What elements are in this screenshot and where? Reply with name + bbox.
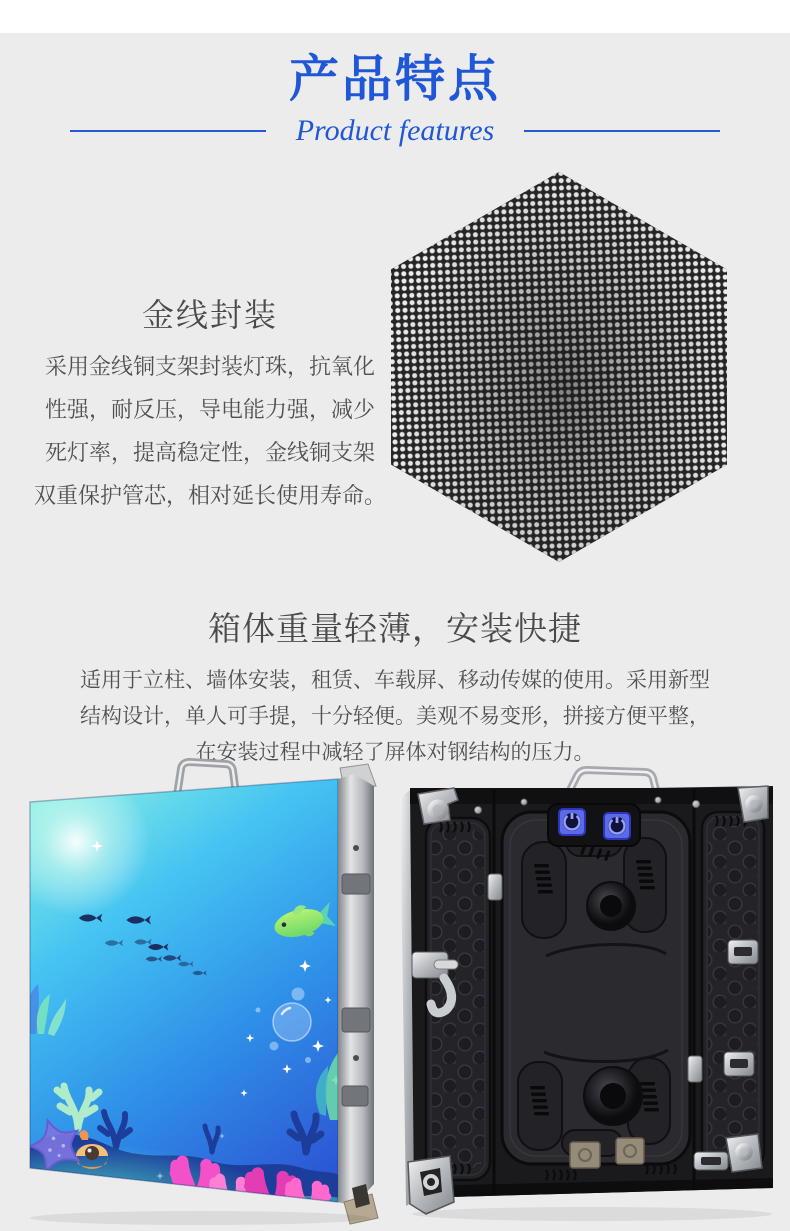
latch-right-upper xyxy=(728,940,758,964)
feature-gold-wire-section xyxy=(26,296,394,517)
feature2-text-line: 在安装过程中减轻了屏体对钢结构的压力。 xyxy=(195,741,595,764)
feature-cabinet-section xyxy=(0,610,790,771)
sun-glow xyxy=(2,768,150,916)
corner-bracket-bottom-left xyxy=(408,1156,454,1214)
center-plate xyxy=(502,812,690,1164)
page-subtitle: Product features xyxy=(295,114,495,147)
subtitle-row xyxy=(0,114,790,148)
powercon-socket xyxy=(604,813,630,839)
latch-right-lower xyxy=(724,1052,754,1076)
latch-bottom-right xyxy=(694,1152,728,1170)
corner-bracket-top-right xyxy=(738,786,768,822)
seam-clip-lower xyxy=(688,1056,702,1082)
feature2-text-line: 适用于立柱、墙体安装，租赁、车载屏、移动传媒的使用。采用新型 xyxy=(80,669,710,692)
shadow xyxy=(30,1211,370,1225)
feature1-heading: 金线封装 xyxy=(141,297,278,333)
shadow xyxy=(412,1207,772,1221)
powercon-socket xyxy=(559,809,585,835)
feature1-text-line: 双重保护管芯，相对延长使用寿命。 xyxy=(33,483,386,508)
right-dimple-column xyxy=(702,812,764,1168)
led-panel-front-image xyxy=(0,756,396,1228)
feature1-text-line: 死灯率，提高稳定性，金线铜支架 xyxy=(44,440,375,465)
divider-line-right xyxy=(524,130,720,132)
feature2-text-line: 结构设计，单人可手提，十分轻便。美观不易变形，拼接方便平整， xyxy=(80,705,710,728)
cabinet-rear-body xyxy=(400,786,773,1214)
page-title: 产品特点 xyxy=(289,51,501,107)
divider-line-left xyxy=(70,130,266,132)
feature1-text-line: 性强，耐反压，导电能力强，减少 xyxy=(44,397,375,422)
led-panel-back-image xyxy=(396,756,790,1228)
corner-bracket-bottom-right xyxy=(726,1134,762,1172)
cabinet-side-profile xyxy=(338,764,378,1224)
ocean-artwork xyxy=(0,768,359,1228)
feature2-heading: 箱体重量轻薄，安装快捷 xyxy=(208,610,582,647)
seam-clip-upper xyxy=(488,874,502,900)
left-dimple-column xyxy=(426,818,490,1180)
feature1-text-line: 采用金线铜支架封装灯珠，抗氧化 xyxy=(44,354,375,379)
